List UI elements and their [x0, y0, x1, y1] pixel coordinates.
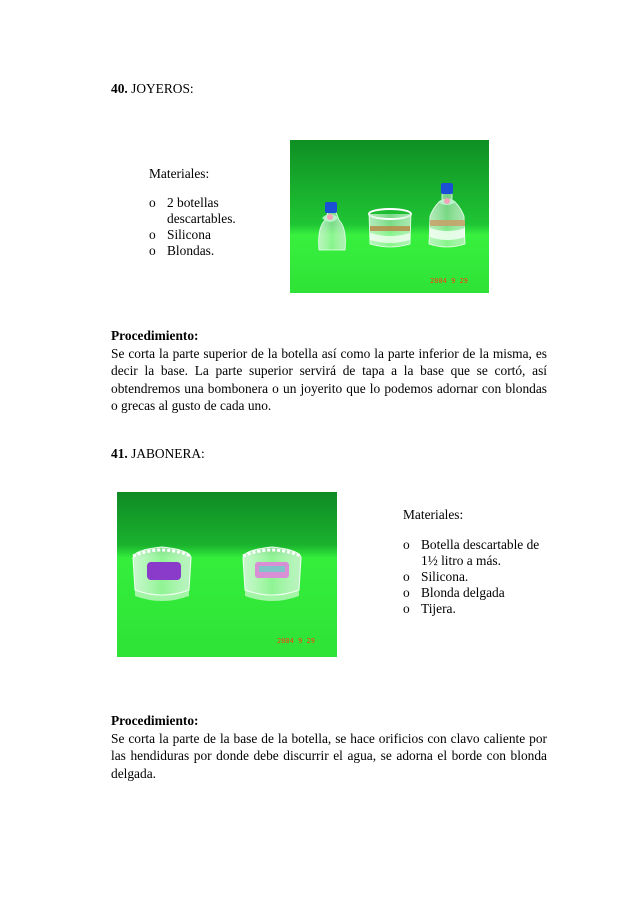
section-40-material-text: 2 botellas [167, 195, 219, 210]
section-40-material-item [149, 227, 289, 243]
jewelry-boxes-photo [290, 140, 489, 293]
section-41-material-item [403, 553, 573, 569]
section-41-title: JABONERA: [131, 446, 205, 461]
jewelry-boxes-photo-svg [290, 140, 489, 293]
section-40-procedure-text: Se corta la parte superior de la botella así como la parte inferior de la misma, es decir la base. La parte superior servirá de tapa a la base que se cortó, así obtendremos una bombonera o un joyerito que lo podemos adornar con blondas o grecas al gusto de cada uno. [111, 345, 547, 414]
section-40-material-text: Silicona [167, 227, 211, 242]
section-40-number: 40. [111, 81, 128, 96]
soap-dish-left-object [133, 547, 191, 601]
bullet-icon: o [149, 227, 156, 242]
section-40-heading [111, 81, 194, 97]
section-40-materials-list [149, 195, 289, 259]
section-41-material-item [403, 569, 573, 585]
section-41-material-text: 1½ litro a más. [421, 553, 501, 568]
section-40-material-text: descartables. [167, 211, 236, 226]
section-40-material-item [149, 243, 289, 259]
section-40-material-item [149, 211, 289, 227]
section-40-title: JOYEROS: [131, 81, 194, 96]
bullet-icon: o [149, 195, 156, 210]
section-41-procedure-text: Se corta la parte de la base de la botella, se hace orificios con clavo caliente por las hendiduras por donde debe discurrir el agua, se adorna el borde con blonda delgada. [111, 730, 547, 781]
section-41-materials-list [403, 537, 573, 617]
soap-photo-date-stamp: 2004 9 29 [277, 637, 315, 645]
soap-dishes-photo [117, 492, 337, 657]
soap-dish-right-object [243, 547, 301, 601]
bullet-icon: o [403, 601, 410, 616]
section-41-material-text: Blonda delgada [421, 585, 505, 600]
section-41-material-text: Tijera. [421, 601, 456, 616]
bottle-base-object [369, 209, 411, 247]
section-40-material-text: Blondas. [167, 243, 215, 258]
section-40-materials-title: Materiales: [149, 166, 210, 181]
soap-dishes-photo-svg [117, 492, 337, 657]
section-41-material-item [403, 537, 573, 553]
section-41-procedure-title: Procedimiento: [111, 713, 199, 728]
section-41-number: 41. [111, 446, 128, 461]
section-41-material-item [403, 601, 573, 617]
section-40-procedure [111, 327, 547, 415]
jewelry-photo-date-stamp: 2004 9 29 [430, 277, 468, 285]
section-41-material-text: Botella descartable de [421, 537, 540, 552]
section-41-heading [111, 446, 205, 462]
bullet-icon: o [149, 243, 156, 258]
section-41-material-text: Silicona. [421, 569, 469, 584]
section-41-materials-title: Materiales: [403, 507, 464, 522]
section-41-material-item [403, 585, 573, 601]
section-40-procedure-title: Procedimiento: [111, 328, 199, 343]
section-40-material-item [149, 195, 289, 211]
section-41-procedure [111, 712, 547, 782]
bullet-icon: o [403, 537, 410, 552]
bullet-icon: o [403, 569, 410, 584]
bullet-icon: o [403, 585, 410, 600]
